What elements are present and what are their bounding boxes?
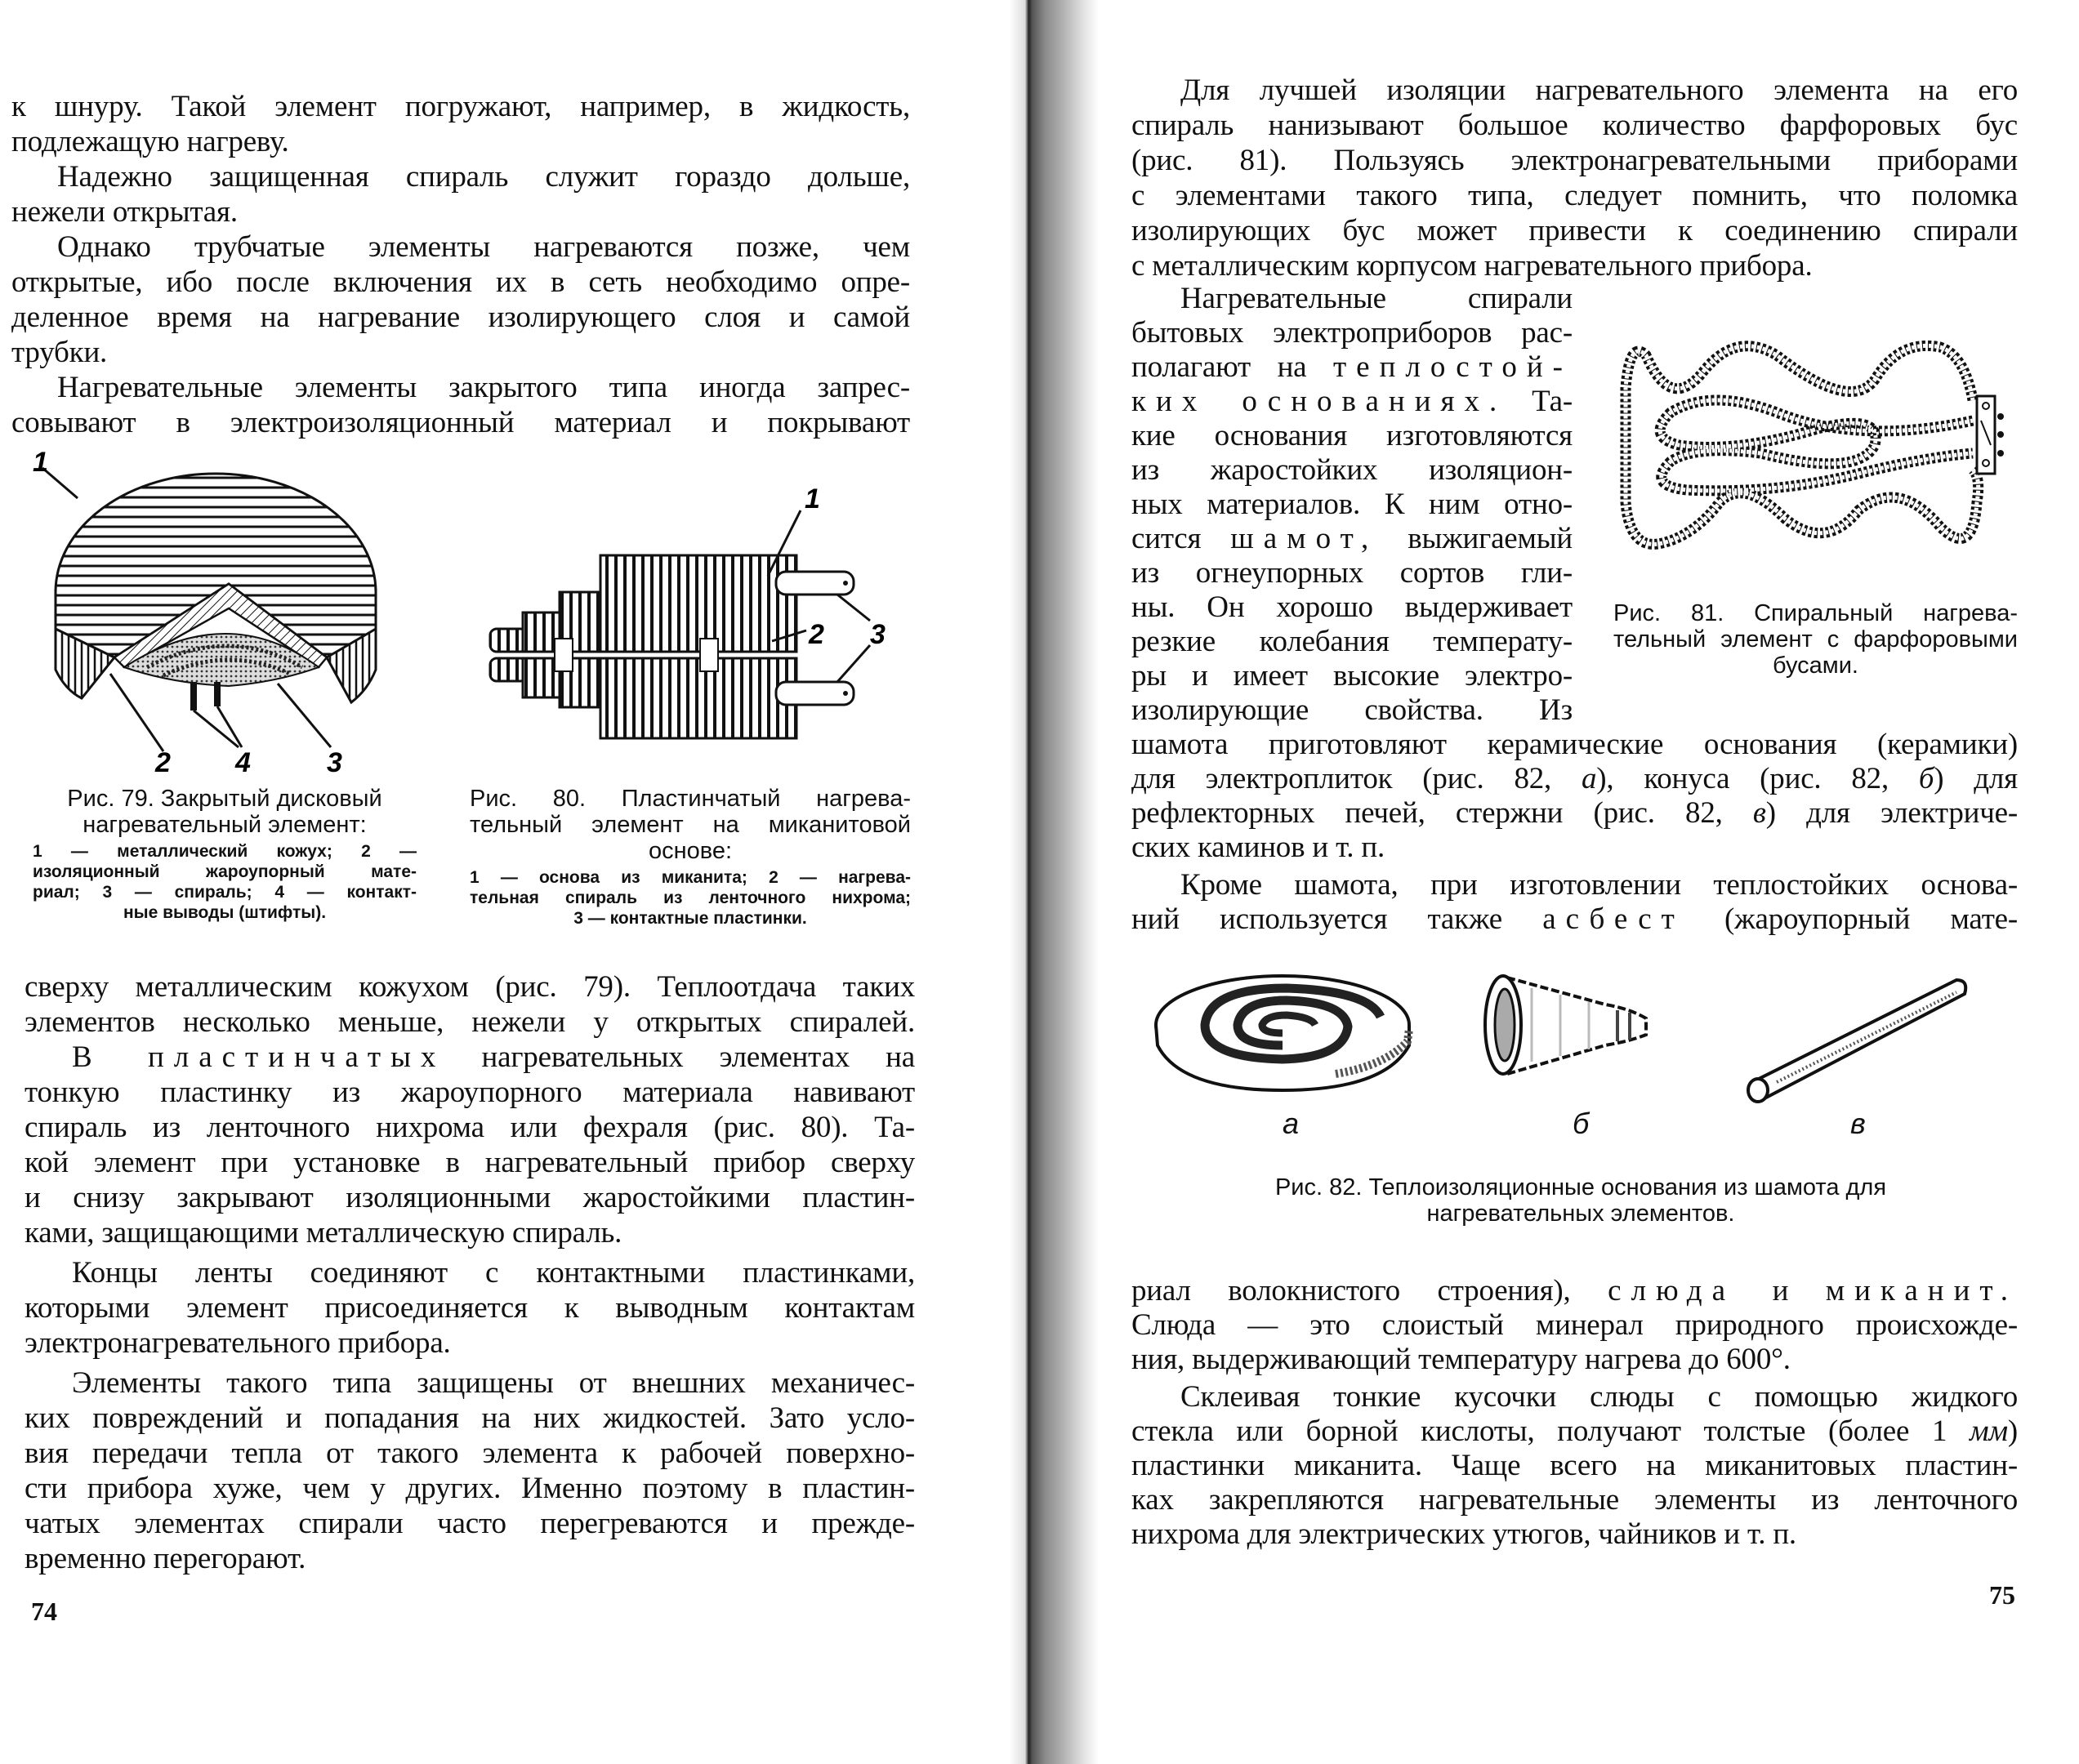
figure-82a-label: а bbox=[1283, 1107, 1300, 1140]
text-line: Склеивая тонкие кусочки слюды с помощью жидкого bbox=[1180, 1380, 2018, 1414]
text-line: ны. Он хорошо выдерживает bbox=[1131, 590, 1573, 624]
legend-line: риал; 3 — спираль; 4 — контакт- bbox=[33, 883, 417, 902]
text-line: Надежно защищенная спираль служит гораздо дольше, bbox=[57, 160, 910, 194]
legend-line: изоляционный жароупорный мате- bbox=[33, 862, 417, 881]
figure-79-callout-4: 4 bbox=[235, 747, 251, 778]
text-line: ры и имеет высокие электро- bbox=[1131, 659, 1573, 693]
text-line: электронагревательного прибора. bbox=[25, 1326, 451, 1360]
text-line: ния, выдерживающий температуру нагрева до 600°. bbox=[1131, 1343, 1791, 1376]
text-line: ках закрепляются нагревательные элементы из ленточного bbox=[1131, 1483, 2018, 1517]
caption-title-line: Рис. 79. Закрытый дисковый bbox=[67, 786, 382, 812]
figure-79-callout-1: 1 bbox=[33, 447, 48, 478]
text-run: Та- bbox=[1506, 385, 1573, 418]
text-line: сверху металлическим кожухом (рис. 79). Теплоотдача таких bbox=[25, 970, 915, 1004]
text-line: Нагревательные спирали bbox=[1180, 282, 1573, 315]
figure-82c-fireplace-rod bbox=[1748, 980, 1965, 1102]
caption-title-line: Рис. 80. Пластинчатый нагрева- bbox=[470, 786, 911, 812]
text-line bbox=[1131, 762, 2018, 796]
text-run: ) bbox=[2007, 1414, 2018, 1448]
figure-82b-label: б bbox=[1573, 1107, 1590, 1140]
text-line bbox=[1131, 902, 2018, 937]
legend-line: 1 — металлический кожух; 2 — bbox=[33, 842, 417, 861]
emphasis-spaced: В пластинчатых bbox=[72, 1040, 446, 1074]
text-run: в bbox=[1752, 796, 1766, 830]
figure-82b-reflector-cone bbox=[1485, 976, 1646, 1074]
text-line bbox=[1131, 1274, 2018, 1308]
text-line: с элементами такого типа, следует помнить, что поломка bbox=[1131, 179, 2018, 212]
text-line bbox=[72, 1040, 915, 1075]
text-line: ных материалов. К ним отно- bbox=[1131, 488, 1573, 521]
text-line: ких повреждений и попадания на них жидкостей. Зато усло- bbox=[25, 1401, 915, 1435]
figure-79-caption bbox=[33, 786, 417, 923]
text-run: б bbox=[1918, 762, 1934, 795]
text-line bbox=[1131, 796, 2018, 831]
text-run: мм bbox=[1970, 1414, 2008, 1448]
text-line bbox=[1131, 1414, 2018, 1449]
legend-line: ные выводы (штифты). bbox=[123, 903, 327, 922]
text-line: с металлическим корпусом нагревательного прибора. bbox=[1131, 249, 1813, 283]
legend-line: 1 — основа из миканита; 2 — нагрева- bbox=[470, 868, 911, 887]
text-line: Однако трубчатые элементы нагреваются позже, чем bbox=[57, 230, 910, 264]
emphasis-spaced: миканит. bbox=[1825, 1274, 2019, 1307]
figure-82-caption bbox=[1201, 1174, 1961, 1227]
page-right bbox=[1086, 0, 2079, 1764]
text-line bbox=[1131, 522, 1573, 556]
text-run: для электроплиток (рис. 82, bbox=[1131, 762, 1582, 795]
text-line: Слюда — это слоистый минерал природного происхожде- bbox=[1131, 1308, 2018, 1342]
text-line: Концы ленты соединяют с контактными пластинками, bbox=[72, 1256, 915, 1290]
text-line: к шнуру. Такой элемент погружают, например, в жидкость, bbox=[11, 90, 910, 123]
emphasis-spaced: шамот, bbox=[1230, 522, 1379, 555]
figure-79-callout-2: 2 bbox=[155, 747, 171, 778]
text-line: изолирующих бус может привести к соединению спирали bbox=[1131, 214, 2018, 247]
text-line: Для лучшей изоляции нагревательного элемента на его bbox=[1180, 74, 2018, 107]
text-line: временно перегорают. bbox=[25, 1542, 306, 1575]
text-line: чатых элементах спирали часто перегреваются и прежде- bbox=[25, 1507, 915, 1540]
figure-82-chamotte-bases bbox=[1148, 968, 2014, 1098]
text-line: нежели открытая. bbox=[11, 195, 238, 229]
figure-80-caption bbox=[470, 786, 911, 929]
caption-title-line: Рис. 82. Теплоизоляционные основания из шамота для bbox=[1274, 1174, 1887, 1200]
text-run: рефлекторных печей, стержни (рис. 82, bbox=[1131, 796, 1753, 830]
text-line: тонкую пластинку из жароупорного материала навивают bbox=[25, 1076, 915, 1109]
text-run: и bbox=[1735, 1274, 1826, 1307]
figure-82a-stove-ceramic bbox=[1156, 976, 1409, 1090]
text-line bbox=[1131, 350, 1573, 385]
caption-title-line: основе: bbox=[648, 838, 733, 864]
page-number: 74 bbox=[31, 1597, 57, 1626]
caption-title-line: тельный элемент с фарфоровыми bbox=[1613, 626, 2018, 653]
figure-80-callout-3: 3 bbox=[870, 619, 886, 650]
legend-line: тельная спираль из ленточного нихрома; bbox=[470, 889, 911, 907]
text-line: (рис. 81). Пользуясь электронагревательными приборами bbox=[1131, 144, 2018, 177]
caption-title-line: нагревательных элементов. bbox=[1426, 1200, 1735, 1227]
text-line: элементов несколько меньше, нежели у открытых спиралей. bbox=[25, 1005, 915, 1039]
legend-line: 3 — контактные пластинки. bbox=[573, 909, 807, 928]
text-line: резкие колебания температу- bbox=[1131, 625, 1573, 658]
text-run: а bbox=[1581, 762, 1597, 795]
text-line: Элементы такого типа защищены от внешних механичес- bbox=[72, 1366, 915, 1400]
text-line: которыми элемент присоединяется к выводным контактам bbox=[25, 1291, 915, 1325]
figure-80-callout-1: 1 bbox=[805, 483, 820, 514]
text-line: спираль нанизывают большое количество фарфоровых бус bbox=[1131, 109, 2018, 142]
text-line: нихрома для электрических утюгов, чайников и т. п. bbox=[1131, 1517, 1796, 1551]
text-line: ками, защищающими металлическую спираль. bbox=[25, 1216, 622, 1250]
text-line: деленное время на нагревание изолирующего слоя и самой bbox=[11, 301, 910, 334]
text-line: спираль из ленточного нихрома или фехраля (рис. 80). Та- bbox=[25, 1111, 915, 1144]
text-run: сится bbox=[1131, 522, 1231, 555]
text-line: кой элемент при установке в нагревательный прибор сверху bbox=[25, 1146, 915, 1179]
caption-title-line: тельный элемент на миканитовой bbox=[470, 812, 911, 838]
text-run: ), конуса (рис. 82, bbox=[1596, 762, 1919, 795]
text-line: Кроме шамота, при изготовлении теплостойких основа- bbox=[1180, 868, 2018, 902]
text-line: изолирующие свойства. Из bbox=[1131, 693, 1573, 727]
caption-title-line: нагревательный элемент: bbox=[83, 812, 367, 838]
emphasis-spaced: ких основаниях. bbox=[1131, 385, 1507, 418]
text-line: из жаростойких изоляцион- bbox=[1131, 453, 1573, 487]
text-line: кие основания изготовляются bbox=[1131, 419, 1573, 452]
text-line: совывают в электроизоляционный материал и покрывают bbox=[11, 406, 910, 439]
text-run: ) для bbox=[1934, 762, 2018, 795]
figure-79-callout-3: 3 bbox=[327, 747, 342, 778]
text-line: сти прибора хуже, чем у других. Именно поэтому в пластин- bbox=[25, 1472, 915, 1505]
text-line: вия передачи тепла от такого элемента к рабочей поверхно- bbox=[25, 1437, 915, 1470]
figure-80-legend bbox=[470, 867, 911, 929]
page-number: 75 bbox=[1989, 1580, 2015, 1610]
text-line: пластинки миканита. Чаще всего на миканитовых пластин- bbox=[1131, 1449, 2018, 1482]
emphasis-spaced: асбест bbox=[1542, 902, 1684, 936]
figure-79-legend bbox=[33, 841, 417, 923]
caption-title-line: бусами. bbox=[1773, 653, 1858, 679]
figure-80-plate-heating-element bbox=[486, 483, 911, 727]
text-run: выжигаемый bbox=[1378, 522, 1573, 555]
text-line: трубки. bbox=[11, 336, 108, 369]
text-line: шамота приготовляют керамические основания (керамики) bbox=[1131, 728, 2018, 761]
emphasis-spaced: слюда bbox=[1608, 1274, 1736, 1307]
text-run: полагают на bbox=[1131, 350, 1333, 384]
figure-81-spiral-element-with-beads bbox=[1613, 323, 2022, 568]
page-left bbox=[0, 0, 1013, 1764]
figure-82c-label: в bbox=[1850, 1107, 1866, 1140]
text-run: ) для электриче- bbox=[1765, 796, 2018, 830]
text-run: стекла или борной кислоты, получают толстые (более 1 bbox=[1131, 1414, 1970, 1448]
text-run: ний используется также bbox=[1131, 902, 1543, 936]
book-gutter-shadow bbox=[1009, 0, 1099, 1764]
text-line bbox=[1131, 385, 1573, 419]
figure-81-caption bbox=[1613, 600, 2018, 679]
figure-79-disc-heating-element bbox=[33, 447, 425, 778]
text-line: бытовых электроприборов рас- bbox=[1131, 316, 1573, 350]
text-run: (жароупорный мате- bbox=[1684, 902, 2019, 936]
text-line: из огнеупорных сортов гли- bbox=[1131, 556, 1573, 590]
text-line: и снизу закрывают изоляционными жаростойкими пластин- bbox=[25, 1181, 915, 1214]
text-line: подлежащую нагреву. bbox=[11, 125, 289, 158]
text-line: открытые, ибо после включения их в сеть необходимо опре- bbox=[11, 265, 910, 299]
text-run: нагревательных элементах на bbox=[445, 1040, 915, 1074]
caption-title-line: Рис. 81. Спиральный нагрева- bbox=[1613, 600, 2018, 626]
text-line: Нагревательные элементы закрытого типа иногда запрес- bbox=[57, 371, 910, 404]
text-line: ских каминов и т. п. bbox=[1131, 831, 1385, 864]
figure-80-callout-2: 2 bbox=[809, 619, 824, 650]
text-run: риал волокнистого строения), bbox=[1131, 1274, 1608, 1307]
emphasis-spaced: теплостой- bbox=[1332, 350, 1573, 384]
